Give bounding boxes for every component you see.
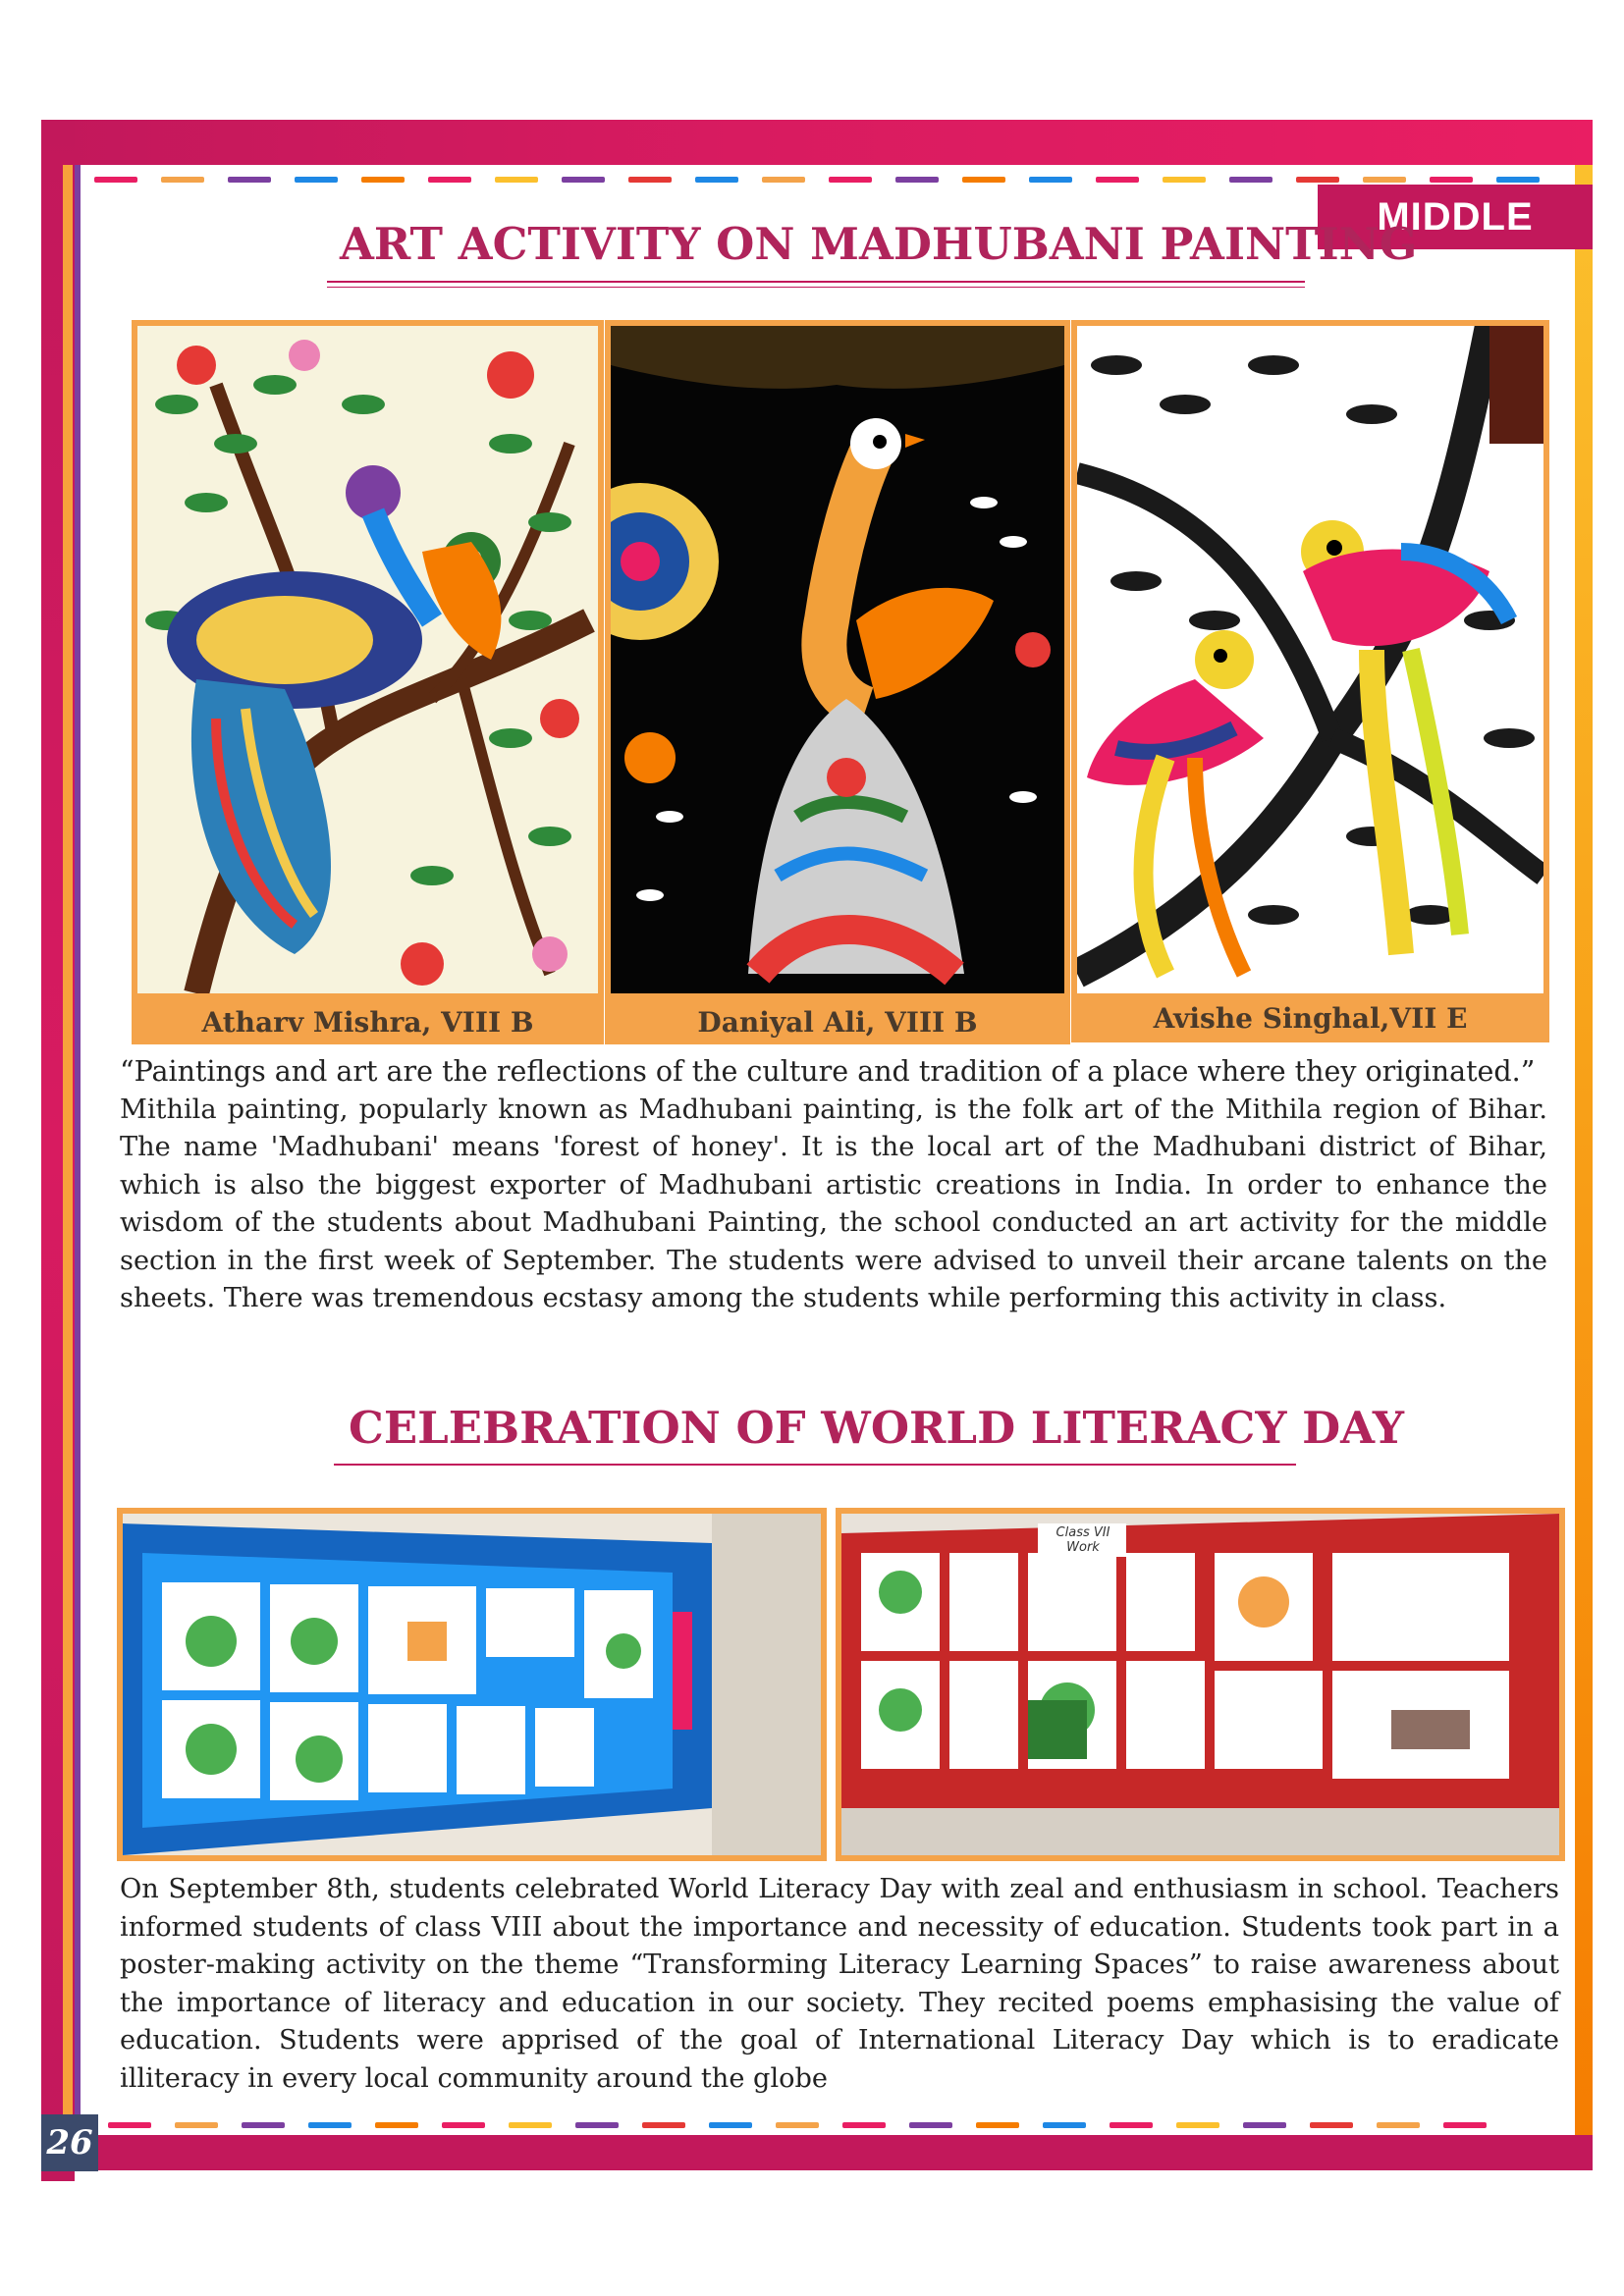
top-dash-border: [94, 177, 1567, 183]
literacy-title-underline: [334, 1464, 1296, 1466]
bottom-dash-border: [108, 2122, 1571, 2128]
black-peacock-illustration: [611, 326, 1064, 993]
painting-parrots: [1071, 320, 1549, 999]
bottom-band: [41, 2135, 1593, 2170]
literacy-board-photo-blue: [117, 1508, 827, 1861]
painting-caption-3: Avishe Singhal,VII E: [1071, 993, 1549, 1042]
painting-peacock-on-tree: [132, 320, 604, 999]
art-body: Mithila painting, popularly known as Madhubani painting, is the folk art of the Mithila region of Bihar. The name 'Madhubani' means 'forest of honey'. It is the local art of the Madhubani district of Bihar, which is also the biggest exporter of Madhubani artistic creations in India. In order to enhance the wisdom of the students about Madhubani Painting, the school conducted an art activity for the middle section in the first week of September. The students were advised to unveil their arcane talents on the sheets. There was tremendous ecstasy among the students while performing this activity in class.: [120, 1094, 1547, 1313]
painting-peacock-black: [605, 320, 1070, 999]
left-purple-stripe: [75, 165, 81, 2128]
art-title-underline-thin: [327, 287, 1305, 288]
literacy-day-title: CELEBRATION OF WORLD LITERACY DAY: [349, 1402, 1404, 1454]
literacy-board-photo-red: [836, 1508, 1565, 1861]
art-activity-text: [120, 1053, 1547, 1318]
top-band: [41, 120, 1593, 165]
art-activity-title: ART ACTIVITY ON MADHUBANI PAINTING: [340, 218, 1418, 270]
painting-caption-1: Atharv Mishra, VIII B: [132, 999, 604, 1044]
board-label: Class VII Work: [1056, 1525, 1110, 1555]
painting-caption-2: Daniyal Ali, VIII B: [605, 999, 1070, 1044]
left-orange-stripe: [63, 165, 73, 2128]
red-board-illustration: [841, 1514, 1559, 1855]
art-quote: “Paintings and art are the reflections of the culture and tradition of a place where they originated.”: [120, 1055, 1536, 1088]
right-stripe: [1575, 165, 1593, 2167]
section-badge: MIDDLE: [1318, 185, 1593, 249]
page-number: 26: [41, 2114, 98, 2171]
art-title-underline: [327, 281, 1305, 283]
literacy-body: On September 8th, students celebrated World Literacy Day with zeal and enthusiasm in school. Teachers informed students of class VIII about the importance and necessity of education. Students took part in a poster-making activity on the theme “Transforming Literacy Learning Spaces” to raise awareness about the importance of literacy and education in our society. They recited poems emphasising the value of education. Students were apprised of the goal of International Literacy Day which is to eradicate illiteracy in every local community around the globe: [120, 1874, 1559, 2094]
blue-board-illustration: [123, 1514, 821, 1855]
literacy-day-text: [120, 1871, 1559, 2098]
peacock-tree-illustration: [137, 326, 598, 993]
parrots-illustration: [1077, 326, 1543, 993]
